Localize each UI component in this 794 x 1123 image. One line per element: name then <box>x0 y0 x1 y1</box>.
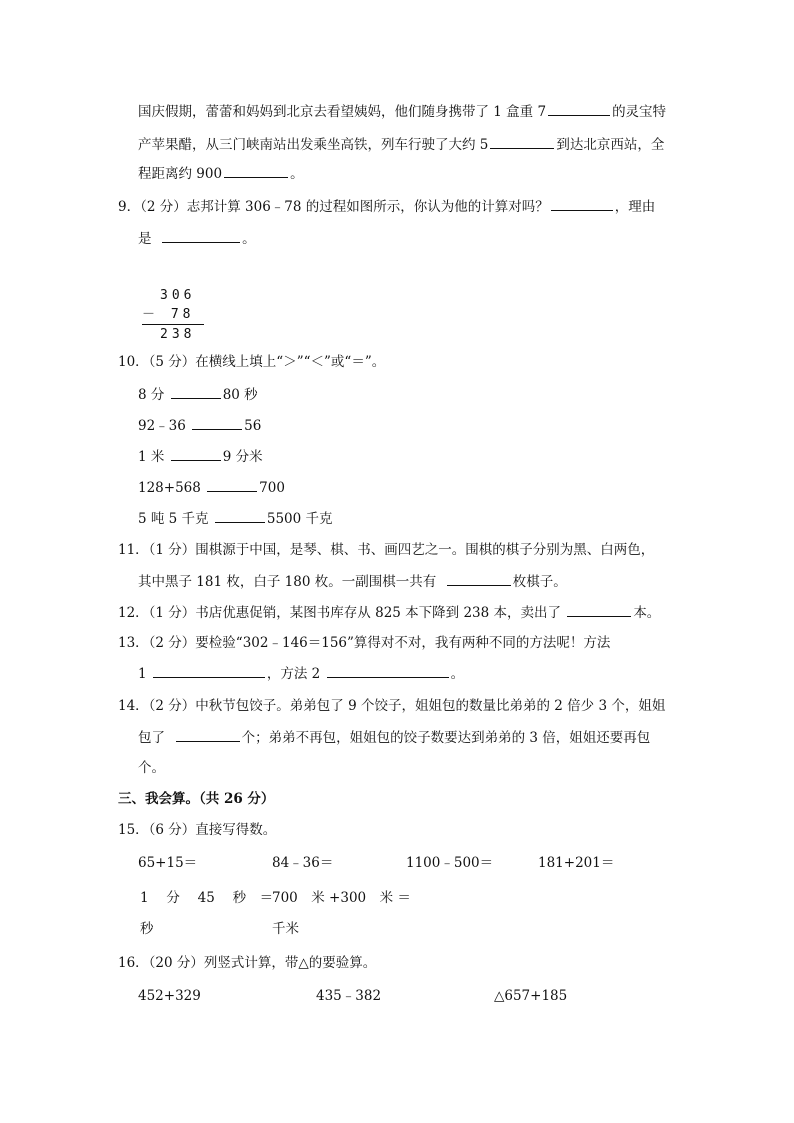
q13-text-2b: ，方法 2 <box>266 666 321 682</box>
answer-blank[interactable] <box>327 663 449 678</box>
q8-line2 <box>138 134 664 155</box>
answer-blank[interactable] <box>171 384 221 399</box>
answer-blank[interactable] <box>548 101 610 116</box>
q9-text-2b: 。 <box>242 231 256 247</box>
compare-right: 56 <box>244 418 262 434</box>
q10-title: 10．（5 分）在横线上填上“＞”“＜”或“＝”。 <box>118 354 386 370</box>
q9-line1 <box>118 196 655 217</box>
subtrahend: － 78 <box>142 305 204 325</box>
q8-line3 <box>138 163 304 184</box>
calc-item: 65+15＝ <box>138 855 198 871</box>
answer-blank[interactable] <box>551 196 613 211</box>
q10-item <box>138 384 258 405</box>
calc-item: 452+329 <box>138 988 201 1004</box>
answer-blank[interactable] <box>490 134 554 149</box>
q14-line2 <box>138 727 650 748</box>
answer-blank[interactable] <box>171 446 221 461</box>
q8-text-1a: 国庆假期，蕾蕾和妈妈到北京去看望姨妈，他们随身携带了 1 盒重 7 <box>138 104 547 120</box>
minuend: 306 <box>160 288 196 303</box>
calc-item: 84﹣36＝ <box>272 855 334 871</box>
q13-text-2c: 。 <box>450 666 465 682</box>
calc-item: △657+185 <box>494 988 568 1004</box>
q15-title: 15．（6 分）直接写得数。 <box>118 822 277 838</box>
q14-line3: 个。 <box>138 760 165 776</box>
answer-blank[interactable] <box>567 602 631 617</box>
difference: 238 <box>160 327 196 342</box>
q9-text-1a: 9．（2 分）志邦计算 306﹣78 的过程如图所示，你认为他的计算对吗？ <box>118 199 549 215</box>
q10-item <box>138 446 263 467</box>
compare-left: 8 分 <box>138 387 165 403</box>
q12-text-1a: 12．（1 分）书店优惠促销，某图书库存从 825 本下降到 238 本，卖出了 <box>118 605 562 621</box>
calc-item: 700 米 +300 米 ＝ <box>272 890 411 906</box>
answer-blank[interactable] <box>176 727 240 742</box>
q14-line1: 14．（2 分）中秋节包饺子。弟弟包了 9 个饺子，姐姐包的数量比弟弟的 2 倍少 3 个，姐姐 <box>118 698 666 714</box>
answer-blank[interactable] <box>162 228 240 243</box>
q13-line1: 13．（2 分）要检验“302﹣146＝156”算得对不对，我有两种不同的方法呢！方法 <box>118 635 611 651</box>
q8-text-2a: 产苹果醋，从三门峡南站出发乘坐高铁，列车行驶了大约 5 <box>138 137 489 153</box>
compare-left: 92﹣36 <box>138 418 186 434</box>
answer-blank[interactable] <box>447 571 511 586</box>
calc-item: 181+201＝ <box>538 855 615 871</box>
answer-blank[interactable] <box>215 508 265 523</box>
q8-text-3a: 程距离约 900 <box>138 166 223 182</box>
compare-left: 1 米 <box>138 449 165 465</box>
q10-item <box>138 508 333 529</box>
compare-right: 5500 千克 <box>266 511 333 527</box>
q11-text-2a: 其中黑子 181 枚，白子 180 枚。一副围棋一共有 <box>138 574 437 590</box>
q12-line1 <box>118 602 660 623</box>
calc-item: 1100﹣500＝ <box>406 855 494 871</box>
q11-text-2b: 枚棋子。 <box>512 574 567 590</box>
q14-text-2b: 个；弟弟不再包，姐姐包的饺子数要达到弟弟的 3 倍，姐姐还要再包 <box>241 730 651 746</box>
q13-line2 <box>138 663 464 684</box>
q9-text-1b: ，理由 <box>614 199 656 215</box>
answer-blank[interactable] <box>207 477 257 492</box>
section-heading: 三、我会算。（共 26 分） <box>118 791 275 807</box>
q14-text-2a: 包了 <box>138 730 165 746</box>
q10-item <box>138 477 285 498</box>
compare-right: 80 秒 <box>222 387 258 403</box>
answer-blank[interactable] <box>153 663 265 678</box>
answer-blank[interactable] <box>224 163 288 178</box>
q12-text-1b: 本。 <box>633 605 661 621</box>
q9-line2 <box>138 228 256 249</box>
calc-item: 1 分 45 秒 ＝ <box>140 890 274 906</box>
q9-text-2a: 是 <box>138 231 152 247</box>
q16-title: 16．（20 分）列竖式计算，带△的要验算。 <box>118 955 377 971</box>
q10-item <box>138 415 261 436</box>
q8-text-3b: 。 <box>290 166 304 182</box>
q8-text-1b: 的灵宝特 <box>612 104 667 120</box>
calc-item: 435﹣382 <box>316 988 382 1004</box>
vertical-subtraction <box>142 286 212 344</box>
q11-line2 <box>138 571 567 592</box>
q13-text-2a: 1 <box>138 666 147 682</box>
q8-line1 <box>138 101 666 122</box>
q11-line1: 11．（1 分）围棋源于中国，是琴、棋、书、画四艺之一。围棋的棋子分别为黑、白两色， <box>118 542 655 558</box>
answer-blank[interactable] <box>192 415 242 430</box>
compare-right: 700 <box>259 480 285 496</box>
compare-left: 128+568 <box>138 480 201 496</box>
q8-text-2b: 到达北京西站，全 <box>556 137 665 153</box>
calc-unit: 千米 <box>272 921 299 937</box>
compare-right: 9 分米 <box>222 449 263 465</box>
calc-unit: 秒 <box>140 921 154 937</box>
compare-left: 5 吨 5 千克 <box>138 511 209 527</box>
